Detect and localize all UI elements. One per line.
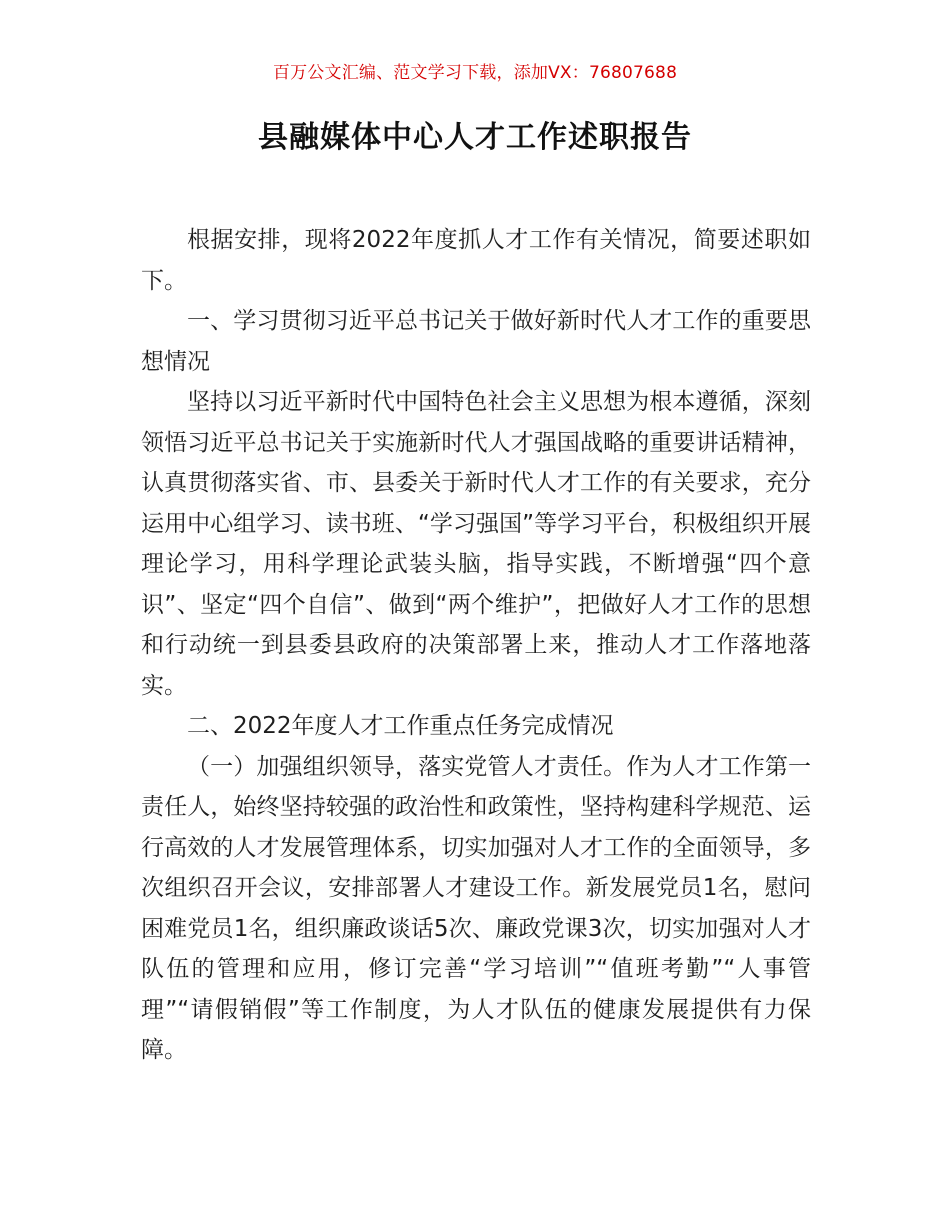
document-title: 县融媒体中心人才工作述职报告: [258, 120, 692, 155]
paragraph-section-1: 坚持以习近平新时代中国特色社会主义思想为根本遵循，深刻领悟习近平总书记关于实施新时代人才强国战略的重要讲话精神，认真贯彻落实省、市、县委关于新时代人才工作的有关要求，充分运用中心组学习、读书班、“学习强国”等学习平台，积极组织开展理论学习，用科学理论武装头脑，指导实践，不断增强“四个意识”、坚定“四个自信”、做到“两个维护”，把做好人才工作的思想和行动统一到县委县政府的决策部署上来，推动人才工作落地落实。: [141, 389, 811, 699]
section-heading-1: 一、学习贯彻习近平总书记关于做好新时代人才工作的重要思想情况: [141, 308, 811, 375]
document-body: [141, 220, 811, 1071]
paragraph-intro: 根据安排，现将2022年度抓人才工作有关情况，简要述职如下。: [141, 227, 811, 294]
section-heading-2: 二、2022年度人才工作重点任务完成情况: [187, 713, 614, 739]
paragraph-subsection-1: （一）加强组织领导，落实党管人才责任。作为人才工作第一责任人，始终坚持较强的政治性和政策性，坚持构建科学规范、运行高效的人才发展管理体系，切实加强对人才工作的全面领导，多次组织召开会议，安排部署人才建设工作。新发展党员1名，慰问困难党员1名，组织廉政谈话5次、廉政党课3次，切实加强对人才队伍的管理和应用，修订完善“学习培训”“值班考勤”“人事管理”“请假销假”等工作制度，为人才队伍的健康发展提供有力保障。: [141, 753, 811, 1063]
header-note: 百万公文汇编、范文学习下载，添加VX：76807688: [272, 63, 678, 83]
